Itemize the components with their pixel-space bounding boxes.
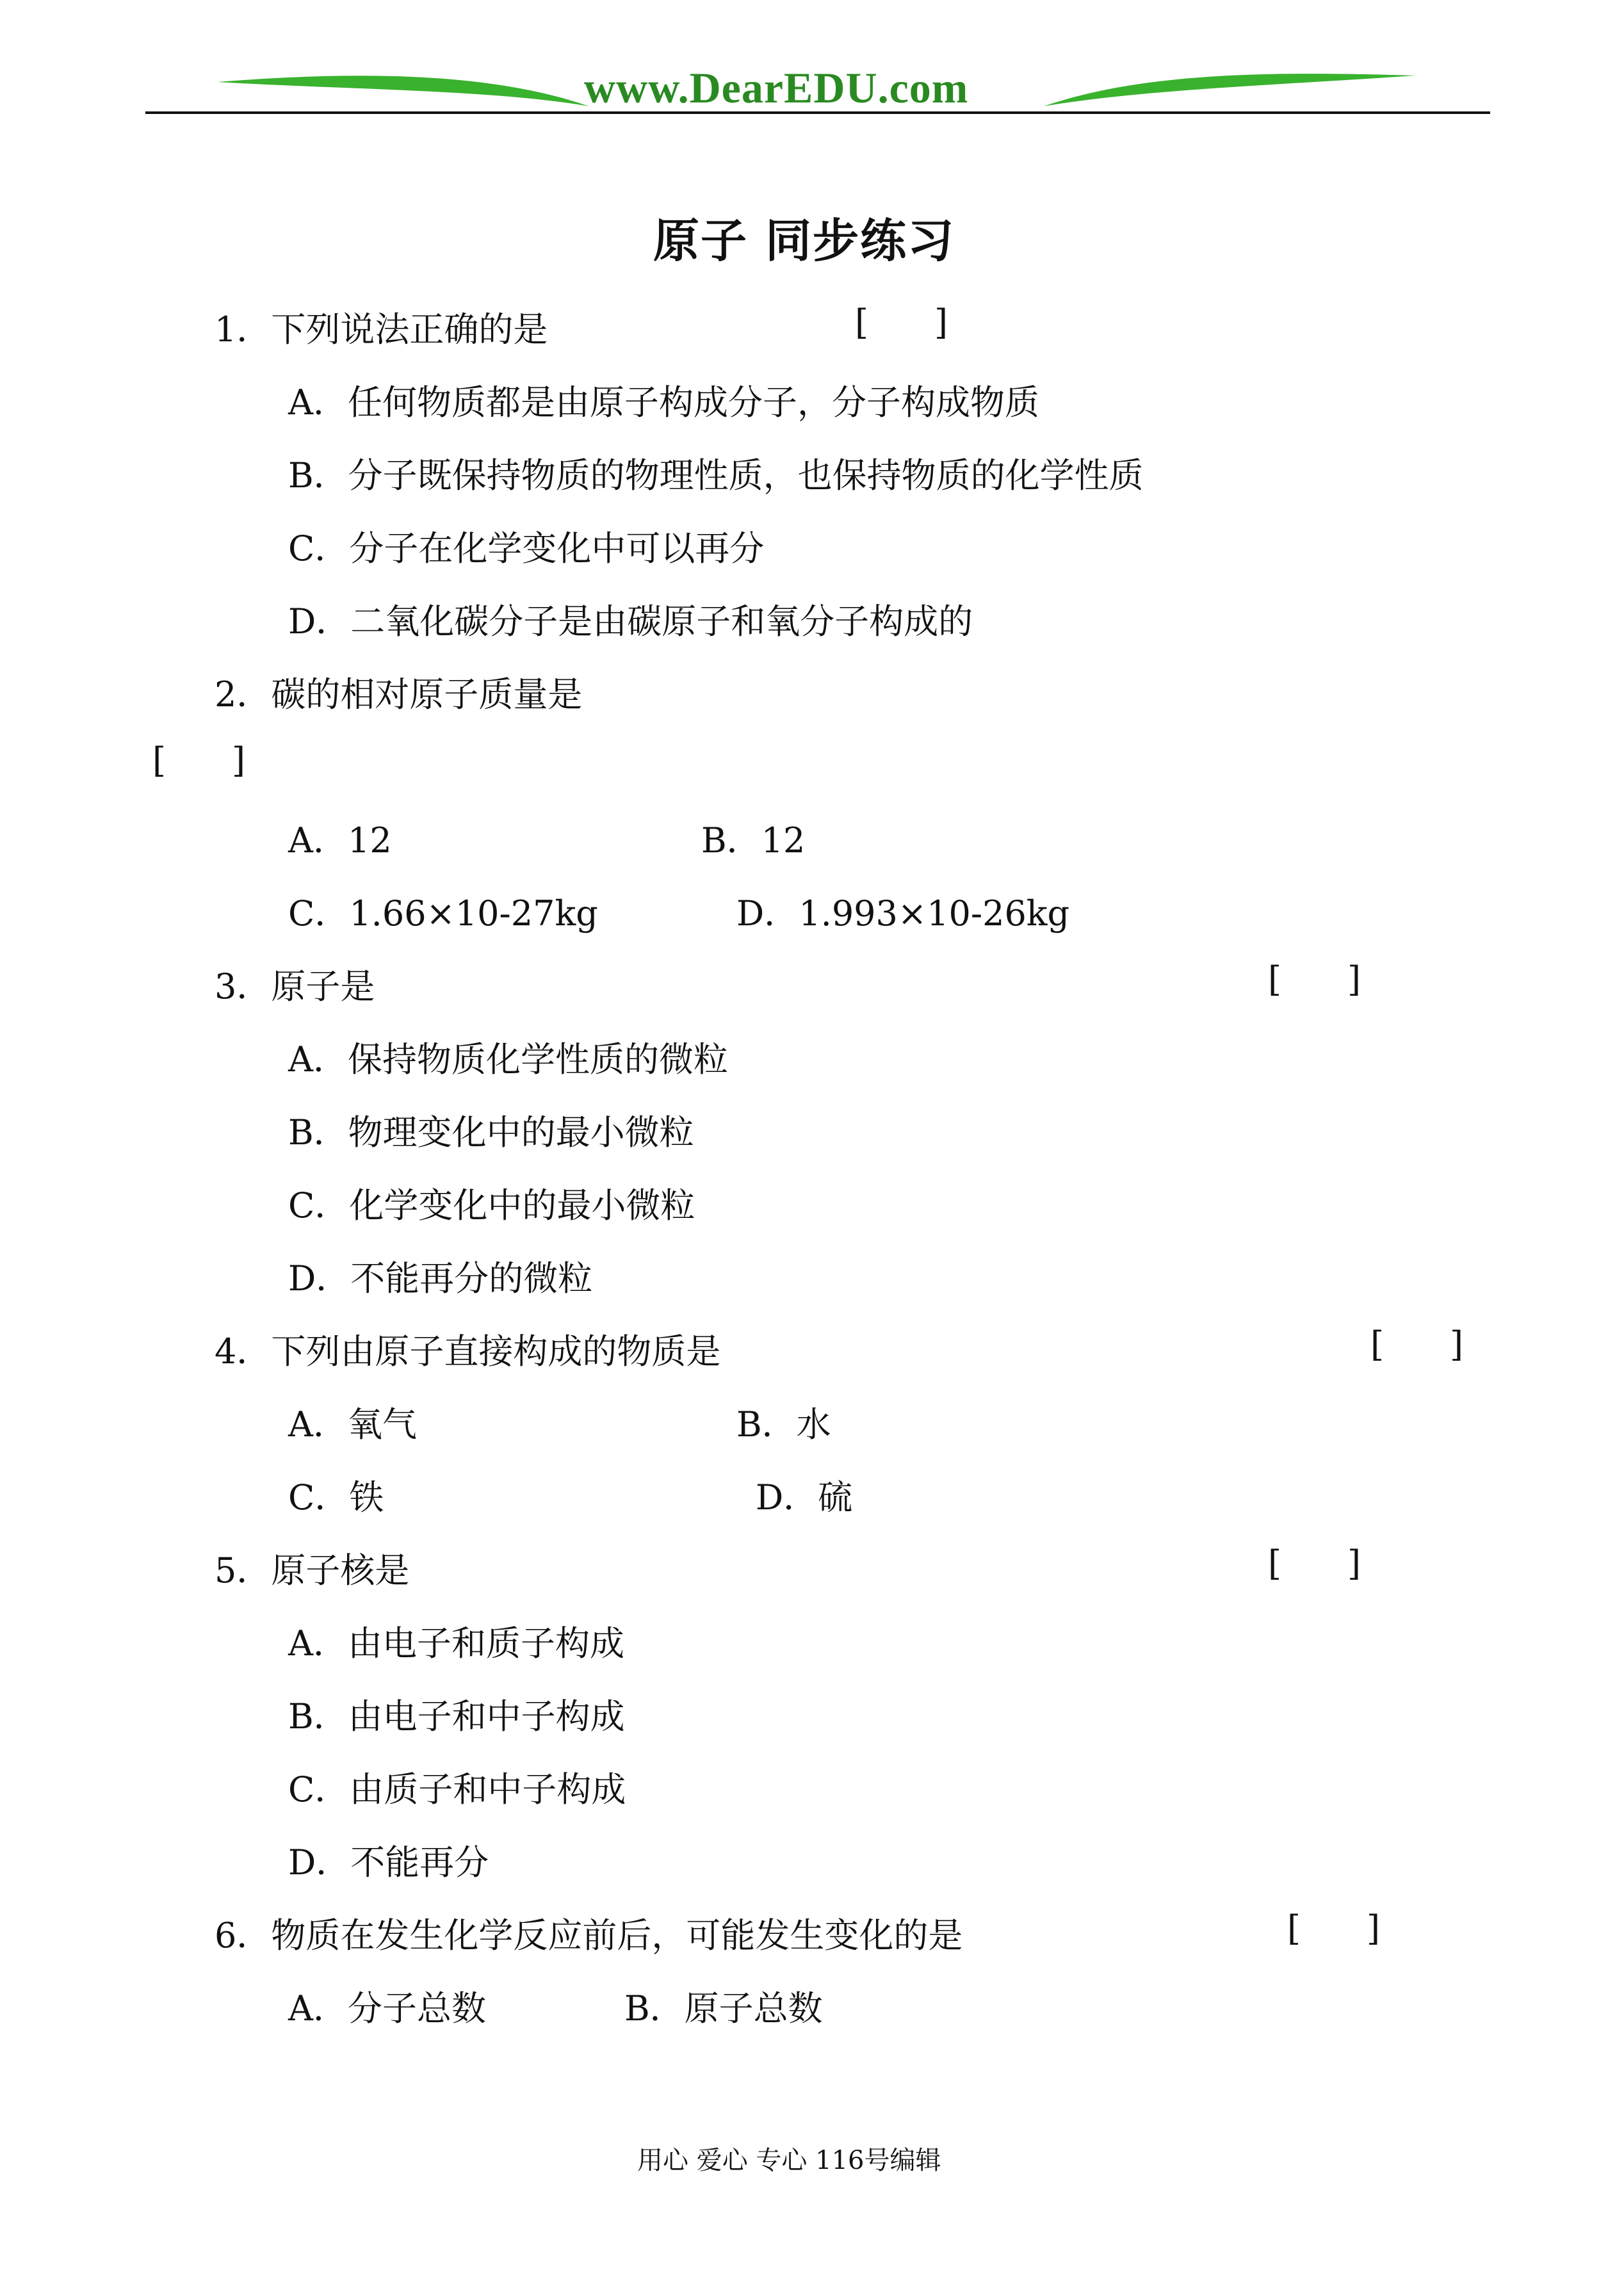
option: D．二氧化碳分子是由碳原子和氧分子构成的 xyxy=(288,601,973,642)
page-footer: 用心 爱心 专心 116号编辑 xyxy=(637,2146,941,2175)
option: D．1.993×10-26kg xyxy=(736,893,1070,934)
option: D．不能再分 xyxy=(288,1842,489,1883)
option: C．化学变化中的最小微粒 xyxy=(288,1185,695,1226)
option: D．不能再分的微粒 xyxy=(288,1258,593,1299)
answer-bracket: [ ] xyxy=(152,740,246,781)
option: A．任何物质都是由原子构成分子，分子构成物质 xyxy=(288,382,1039,423)
option: A．保持物质化学性质的微粒 xyxy=(288,1039,728,1080)
question-stem: 5．原子核是 xyxy=(215,1550,410,1591)
left-swoosh-icon xyxy=(218,70,589,109)
answer-bracket: [ ] xyxy=(855,302,948,343)
option: B．分子既保持物质的物理性质，也保持物质的化学性质 xyxy=(288,455,1144,496)
site-logo[interactable]: www.DearEDU.com xyxy=(584,63,969,112)
option: A．氧气 xyxy=(288,1404,417,1445)
option: B．物理变化中的最小微粒 xyxy=(288,1112,694,1153)
option: B．12 xyxy=(701,820,806,861)
option: A．12 xyxy=(288,820,392,861)
page-title: 原子 同步练习 xyxy=(653,214,955,268)
option: C．分子在化学变化中可以再分 xyxy=(288,528,765,569)
answer-bracket: [ ] xyxy=(1287,1908,1381,1949)
answer-bracket: [ ] xyxy=(1268,959,1361,1000)
option: C．铁 xyxy=(288,1477,384,1518)
option: C．1.66×10-27kg xyxy=(288,893,598,934)
option: B．由电子和中子构成 xyxy=(288,1696,625,1737)
question-stem: 6．物质在发生化学反应前后，可能发生变化的是 xyxy=(215,1915,963,1956)
question-stem: 4．下列由原子直接构成的物质是 xyxy=(215,1331,721,1372)
question-stem: 3．原子是 xyxy=(215,966,375,1007)
option: A．分子总数 xyxy=(288,1988,486,2029)
question-stem: 1．下列说法正确的是 xyxy=(215,309,548,350)
answer-bracket: [ ] xyxy=(1370,1324,1464,1365)
answer-bracket: [ ] xyxy=(1268,1543,1361,1584)
right-swoosh-icon xyxy=(1044,70,1415,109)
option: A．由电子和质子构成 xyxy=(288,1623,624,1664)
option: B．原子总数 xyxy=(624,1988,823,2029)
question-stem: 2．碳的相对原子质量是 xyxy=(215,674,583,715)
option: D．硫 xyxy=(756,1477,853,1518)
option: B．水 xyxy=(736,1404,831,1445)
option: C．由质子和中子构成 xyxy=(288,1769,626,1810)
